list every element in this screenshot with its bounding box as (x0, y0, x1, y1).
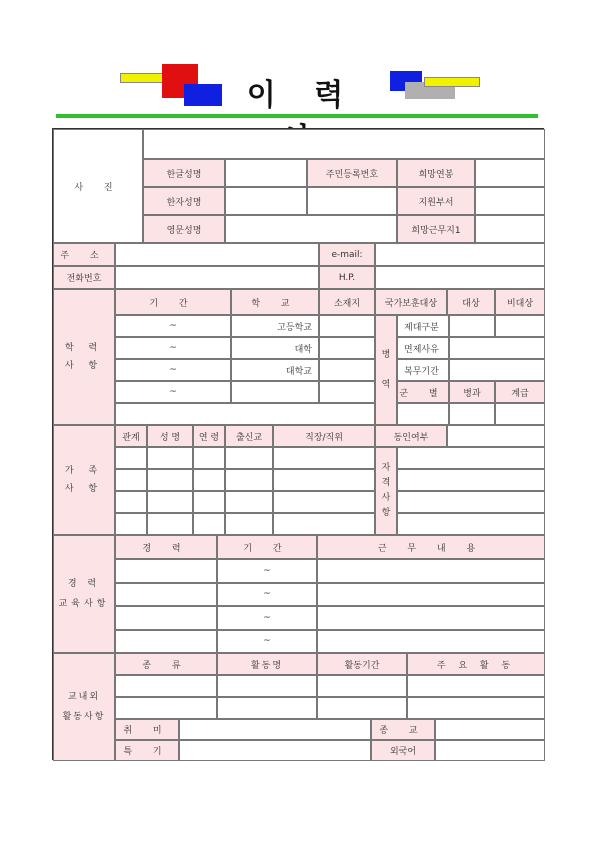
hanja-name-field[interactable] (225, 187, 307, 215)
family-cell[interactable] (115, 491, 147, 513)
edu-period-1[interactable]: ~ (115, 315, 231, 337)
family-cell[interactable] (225, 447, 273, 469)
career-period[interactable]: ~ (217, 583, 317, 607)
family-cell[interactable] (115, 469, 147, 491)
label-veterans: 국가보훈대상 (375, 289, 447, 315)
family-header-age: 연 령 (193, 425, 225, 447)
edu-school-2[interactable]: 대학 (231, 337, 319, 359)
family-header-relation: 관계 (115, 425, 147, 447)
family-cell[interactable] (225, 491, 273, 513)
address-field[interactable] (115, 243, 319, 266)
edu-header-school: 학 교 (231, 289, 319, 315)
edu-header-location: 소재지 (319, 289, 375, 315)
korean-name-field[interactable] (225, 159, 307, 187)
label-family: 가 족 사 항 (53, 425, 115, 535)
label-service-period: 복무기간 (397, 359, 449, 381)
family-cell[interactable] (273, 469, 375, 491)
family-cell[interactable] (147, 491, 193, 513)
yellow-bar-right (424, 77, 480, 87)
email-field[interactable] (375, 243, 545, 266)
family-cell[interactable] (225, 469, 273, 491)
family-header-cohabit: 동인여부 (375, 425, 447, 447)
id-number-field[interactable] (307, 187, 397, 215)
edu-header-period: 기 간 (115, 289, 231, 315)
activity-period-2[interactable] (317, 697, 407, 719)
label-discharge-type: 제대구분 (397, 315, 449, 337)
career-cell[interactable] (317, 606, 545, 630)
label-military-specialty: 병과 (449, 381, 495, 403)
mobile-field[interactable] (375, 266, 545, 289)
department-field[interactable] (475, 187, 545, 215)
military-branch-field[interactable] (397, 403, 449, 425)
activity-header-period: 활동기간 (317, 653, 407, 675)
label-hobby: 취 미 (115, 719, 179, 740)
family-header-blank[interactable] (447, 425, 545, 447)
discharge-type-field-2[interactable] (495, 315, 545, 337)
career-period[interactable]: ~ (217, 630, 317, 654)
language-field[interactable] (435, 740, 545, 761)
family-cell[interactable] (193, 491, 225, 513)
label-work-location: 희망근무지1 (397, 215, 475, 243)
label-email: e-mail: (319, 243, 375, 266)
edu-location-1[interactable] (319, 315, 375, 337)
military-rank-field[interactable] (495, 403, 545, 425)
certificate-field[interactable] (397, 513, 545, 535)
label-korean-name: 한글성명 (143, 159, 225, 187)
activity-header-type: 종 류 (115, 653, 217, 675)
career-period[interactable]: ~ (217, 559, 317, 583)
veterans-yes[interactable]: 대상 (447, 289, 495, 315)
label-phone: 전화번호 (53, 266, 115, 289)
label-activities: 교내외 활동사항 (53, 653, 115, 761)
label-education: 학 력 사 항 (53, 289, 115, 425)
label-language: 외국어 (371, 740, 435, 761)
family-cell[interactable] (273, 491, 375, 513)
label-exemption: 면제사유 (397, 337, 449, 359)
career-cell[interactable] (317, 630, 545, 654)
label-id-number: 주민등록번호 (307, 159, 397, 187)
activity-type-1[interactable] (115, 675, 217, 697)
activity-name-2[interactable] (217, 697, 317, 719)
title-underline (56, 114, 538, 118)
edu-location-3[interactable] (319, 359, 375, 381)
activity-period-1[interactable] (317, 675, 407, 697)
veterans-no[interactable]: 비대상 (495, 289, 545, 315)
career-cell[interactable] (317, 559, 545, 583)
activity-name-1[interactable] (217, 675, 317, 697)
edu-location-2[interactable] (319, 337, 375, 359)
photo-box[interactable]: 사 진 (53, 129, 143, 243)
label-address: 주 소 (53, 243, 115, 266)
certificate-field[interactable] (397, 469, 545, 491)
activity-main-1[interactable] (407, 675, 545, 697)
work-location-field[interactable] (475, 215, 545, 243)
label-military: 병 역 (375, 315, 397, 425)
family-header-name: 성 명 (147, 425, 193, 447)
blue-block-left (184, 84, 222, 106)
label-military-rank: 계급 (495, 381, 545, 403)
career-period[interactable]: ~ (217, 606, 317, 630)
activity-header-main: 주 요 활 동 (407, 653, 545, 675)
family-header-job: 직장/직위 (273, 425, 375, 447)
english-name-field[interactable] (225, 215, 397, 243)
label-career: 경 력 교육사항 (53, 535, 115, 653)
hobby-field[interactable] (179, 719, 371, 740)
family-header-school: 출신교 (225, 425, 273, 447)
specialty-field[interactable] (179, 740, 371, 761)
activity-type-2[interactable] (115, 697, 217, 719)
label-hanja-name: 한자성명 (143, 187, 225, 215)
label-mobile: H.P. (319, 266, 375, 289)
family-cell[interactable] (147, 469, 193, 491)
label-department: 지원부서 (397, 187, 475, 215)
resume-form (52, 128, 544, 760)
activity-main-2[interactable] (407, 697, 545, 719)
family-cell[interactable] (273, 447, 375, 469)
desired-salary-field[interactable] (475, 159, 545, 187)
family-cell[interactable] (225, 513, 273, 535)
document-title: 이 력 (246, 78, 358, 113)
family-cell[interactable] (147, 513, 193, 535)
career-header-experience: 경 력 (115, 535, 217, 559)
label-military-branch: 군 별 (397, 381, 449, 403)
edu-school-4[interactable] (231, 381, 319, 403)
family-cell[interactable] (147, 447, 193, 469)
label-english-name: 영문성명 (143, 215, 225, 243)
edu-school-3[interactable]: 대학교 (231, 359, 319, 381)
family-cell[interactable] (193, 447, 225, 469)
certificate-field[interactable] (397, 491, 545, 513)
edu-period-2[interactable]: ~ (115, 337, 231, 359)
career-cell[interactable] (115, 583, 217, 607)
exemption-field[interactable] (449, 337, 545, 359)
certificate-field[interactable] (397, 447, 545, 469)
career-cell[interactable] (317, 583, 545, 607)
career-cell[interactable] (115, 559, 217, 583)
family-cell[interactable] (273, 513, 375, 535)
family-cell[interactable] (193, 513, 225, 535)
label-religion: 종 교 (371, 719, 435, 740)
label-certificates: 자 격 사 항 (375, 447, 397, 535)
edu-period-3[interactable]: ~ (115, 359, 231, 381)
career-cell[interactable] (115, 630, 217, 654)
label-desired-salary: 희망연봉 (397, 159, 475, 187)
edu-period-4[interactable]: ~ (115, 381, 231, 403)
activity-header-name: 활동명 (217, 653, 317, 675)
military-specialty-field[interactable] (449, 403, 495, 425)
family-cell[interactable] (193, 469, 225, 491)
phone-field[interactable] (115, 266, 319, 289)
family-cell[interactable] (115, 513, 147, 535)
family-cell[interactable] (115, 447, 147, 469)
top-blank-field[interactable] (143, 129, 545, 159)
edu-school-1[interactable]: 고등학교 (231, 315, 319, 337)
discharge-type-field[interactable] (449, 315, 495, 337)
career-header-period: 기 간 (217, 535, 317, 559)
religion-field[interactable] (435, 719, 545, 740)
edu-location-4[interactable] (319, 381, 375, 403)
label-specialty: 특 기 (115, 740, 179, 761)
service-period-field[interactable] (449, 359, 545, 381)
career-cell[interactable] (115, 606, 217, 630)
edu-extra-row[interactable] (115, 403, 375, 425)
career-header-duties: 근 무 내 용 (317, 535, 545, 559)
